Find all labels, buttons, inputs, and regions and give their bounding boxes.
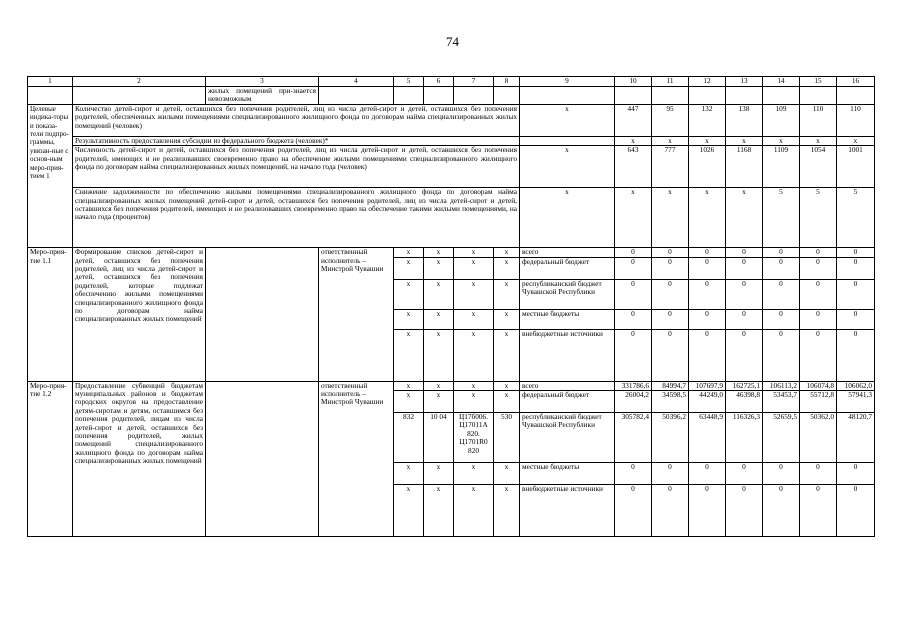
funding-value: 0 bbox=[800, 279, 837, 309]
budget-code: x bbox=[454, 329, 494, 381]
funding-value: 0 bbox=[652, 309, 689, 329]
budget-code: x bbox=[494, 257, 520, 279]
target-value: x bbox=[652, 136, 689, 145]
funding-value: 0 bbox=[689, 485, 726, 537]
funding-value: 0 bbox=[615, 279, 652, 309]
target-value: 5 bbox=[800, 188, 837, 248]
funding-value: 0 bbox=[763, 485, 800, 537]
funding-value: 0 bbox=[837, 309, 875, 329]
target-value: x bbox=[615, 136, 652, 145]
budget-code: x bbox=[454, 248, 494, 257]
funding-value: 0 bbox=[652, 485, 689, 537]
funding-value: 0 bbox=[615, 309, 652, 329]
funding-value: 0 bbox=[763, 463, 800, 485]
budget-code: x bbox=[494, 248, 520, 257]
funding-value: 52659,5 bbox=[763, 413, 800, 463]
measure-responsible: ответственный исполнитель – Минстрой Чувашии bbox=[319, 381, 394, 536]
budget-code: x bbox=[454, 257, 494, 279]
funding-value: 0 bbox=[837, 279, 875, 309]
funding-value: 0 bbox=[837, 257, 875, 279]
col-num: 8 bbox=[494, 77, 520, 87]
target-value: x bbox=[652, 188, 689, 248]
funding-value: 0 bbox=[837, 463, 875, 485]
target-value: 777 bbox=[652, 146, 689, 188]
col-num: 10 bbox=[615, 77, 652, 87]
funding-value: 0 bbox=[800, 309, 837, 329]
target-value: x bbox=[800, 136, 837, 145]
budget-code: x bbox=[424, 391, 454, 413]
budget-code: x bbox=[494, 381, 520, 390]
funding-value: 0 bbox=[689, 257, 726, 279]
measure-responsible: ответственный исполнитель – Минстрой Чувашии bbox=[319, 248, 394, 381]
budget-code: x bbox=[394, 309, 424, 329]
funding-value: 331786,6 bbox=[615, 381, 652, 390]
target-row bbox=[28, 146, 875, 188]
funding-value: 0 bbox=[652, 463, 689, 485]
funding-source: всего bbox=[520, 381, 615, 390]
funding-value: 53453,7 bbox=[763, 391, 800, 413]
funding-value: 107697,9 bbox=[689, 381, 726, 390]
funding-value: 0 bbox=[763, 248, 800, 257]
budget-code: 10 04 bbox=[424, 413, 454, 463]
target-row bbox=[28, 188, 875, 248]
funding-source: местные бюджеты bbox=[520, 463, 615, 485]
funding-value: 0 bbox=[837, 485, 875, 537]
target-value: 110 bbox=[837, 104, 875, 136]
budget-code: x bbox=[424, 463, 454, 485]
target-mark: x bbox=[520, 146, 615, 188]
funding-source: федеральный бюджет bbox=[520, 391, 615, 413]
funding-value: 0 bbox=[763, 309, 800, 329]
col-num: 4 bbox=[319, 77, 394, 87]
budget-code: x bbox=[424, 257, 454, 279]
budget-code: x bbox=[454, 485, 494, 537]
target-value: 109 bbox=[763, 104, 800, 136]
budget-code: x bbox=[424, 248, 454, 257]
target-value: x bbox=[837, 136, 875, 145]
funding-value: 0 bbox=[800, 248, 837, 257]
funding-value: 0 bbox=[800, 257, 837, 279]
target-value: 1001 bbox=[837, 146, 875, 188]
budget-code: x bbox=[394, 329, 424, 381]
target-text: Снижение задолженности по обеспечению жилыми помещениями специализированного жилищного фонда по договорам найма специализированных жилых помещений детей-сирот и детей, оставшихся без попечения родителей, лиц из числа детей-сирот и детей, оставшихся без попечения родителей, имеющих и не реализовавших своевременно право на обеспечение такими жилыми помещениями, на начало года (процентов) bbox=[73, 188, 520, 248]
funding-source: всего bbox=[520, 248, 615, 257]
col-num: 3 bbox=[206, 77, 319, 87]
measure-description: Формирование списков детей-сирот и детей, оставшихся без попечения родителей, лиц из числа детей-сирот и детей, оставшихся без попечения родителей, которые подлежат обеспечению жилыми помещениями специализированного жилищного фонда по договорам найма специализированных жилых помещений bbox=[73, 248, 206, 381]
budget-code: x bbox=[454, 309, 494, 329]
page-number: 74 bbox=[446, 34, 459, 49]
funding-value: 0 bbox=[615, 329, 652, 381]
col-num: 11 bbox=[652, 77, 689, 87]
funding-value: 0 bbox=[763, 329, 800, 381]
funding-value: 0 bbox=[800, 463, 837, 485]
budget-code: x bbox=[494, 485, 520, 537]
budget-code: x bbox=[494, 391, 520, 413]
target-value: 1109 bbox=[763, 146, 800, 188]
budget-code: x bbox=[394, 279, 424, 309]
target-text: Количество детей-сирот и детей, оставшихся без попечения родителей, лиц из числа детей-сирот и детей, оставшихся без попечения родителей, обеспеченных жилыми помещениями специализированного жилищного фонда по договорам найма специализированных жилых помещений (человек) bbox=[73, 104, 520, 136]
funding-value: 162725,1 bbox=[726, 381, 763, 390]
target-value: 447 bbox=[615, 104, 652, 136]
budget-code: x bbox=[494, 279, 520, 309]
funding-value: 106062,0 bbox=[837, 381, 875, 390]
target-row bbox=[28, 136, 875, 145]
funding-source: внебюджетные источники bbox=[520, 329, 615, 381]
budget-code: x bbox=[394, 485, 424, 537]
funding-value: 46398,8 bbox=[726, 391, 763, 413]
target-value: 1054 bbox=[800, 146, 837, 188]
funding-value: 0 bbox=[615, 248, 652, 257]
funding-value: 0 bbox=[726, 485, 763, 537]
col-num: 13 bbox=[726, 77, 763, 87]
funding-value: 305782,4 bbox=[615, 413, 652, 463]
funding-value: 106074,8 bbox=[800, 381, 837, 390]
budget-code: 832 bbox=[394, 413, 424, 463]
measure-label: Меро-прия-тие 1.1 bbox=[28, 248, 73, 381]
budget-code: x bbox=[454, 391, 494, 413]
budget-code: x bbox=[394, 248, 424, 257]
target-value: 95 bbox=[652, 104, 689, 136]
budget-code: x bbox=[424, 485, 454, 537]
budget-code: x bbox=[394, 391, 424, 413]
budget-code: x bbox=[494, 329, 520, 381]
target-value: x bbox=[615, 188, 652, 248]
funding-source: республиканский бюджет Чувашской Республики bbox=[520, 279, 615, 309]
col-num: 5 bbox=[394, 77, 424, 87]
budget-code: x bbox=[454, 381, 494, 390]
funding-value: 0 bbox=[726, 257, 763, 279]
budget-code: x bbox=[454, 279, 494, 309]
funding-value: 57941,3 bbox=[837, 391, 875, 413]
target-value: x bbox=[726, 188, 763, 248]
budget-code: x bbox=[394, 463, 424, 485]
col-num: 16 bbox=[837, 77, 875, 87]
program-table bbox=[27, 76, 875, 537]
target-value: x bbox=[726, 136, 763, 145]
continuation-row bbox=[28, 87, 875, 105]
funding-value: 44249,0 bbox=[689, 391, 726, 413]
continuation-text: жилых помещений при-знается невозможным bbox=[206, 87, 319, 105]
target-mark: x bbox=[520, 104, 615, 136]
funding-value: 0 bbox=[689, 463, 726, 485]
funding-value: 0 bbox=[800, 329, 837, 381]
funding-value: 55712,8 bbox=[800, 391, 837, 413]
funding-value: 0 bbox=[615, 485, 652, 537]
funding-row bbox=[28, 248, 875, 257]
col-num: 7 bbox=[454, 77, 494, 87]
col-num: 1 bbox=[28, 77, 73, 87]
funding-value: 26004,2 bbox=[615, 391, 652, 413]
budget-code: x bbox=[494, 463, 520, 485]
funding-value: 0 bbox=[726, 279, 763, 309]
col-num: 9 bbox=[520, 77, 615, 87]
col-num: 15 bbox=[800, 77, 837, 87]
targets-label: Целевые индика-торы и показа-тели подпро-граммы, увязан-ные с основ-ным меро-прия-тием 1 bbox=[28, 104, 73, 247]
funding-value: 34598,5 bbox=[652, 391, 689, 413]
funding-value: 106113,2 bbox=[763, 381, 800, 390]
funding-value: 0 bbox=[800, 485, 837, 537]
target-text: Численность детей-сирот и детей, оставшихся без попечения родителей, лиц из числа детей-сирот и детей, оставшихся без попечения родителей, имеющих и не реализовавших своевременно право на обеспечение жилыми помещениями специализированного жилищного фонда по договорам найма специализированных жилых помещений, на начало года (человек) bbox=[73, 146, 520, 188]
funding-value: 0 bbox=[726, 309, 763, 329]
funding-source: местные бюджеты bbox=[520, 309, 615, 329]
target-row bbox=[28, 104, 875, 136]
funding-value: 0 bbox=[763, 257, 800, 279]
budget-code: x bbox=[394, 381, 424, 390]
funding-value: 116326,3 bbox=[726, 413, 763, 463]
funding-value: 0 bbox=[689, 309, 726, 329]
funding-source: федеральный бюджет bbox=[520, 257, 615, 279]
budget-code: x bbox=[424, 329, 454, 381]
funding-source: республиканский бюджет Чувашской Республики bbox=[520, 413, 615, 463]
funding-row bbox=[28, 381, 875, 390]
funding-source: внебюджетные источники bbox=[520, 485, 615, 537]
funding-value: 0 bbox=[652, 248, 689, 257]
target-mark: x bbox=[520, 188, 615, 248]
funding-value: 0 bbox=[726, 329, 763, 381]
col-num: 6 bbox=[424, 77, 454, 87]
funding-value: 0 bbox=[837, 329, 875, 381]
budget-code: x bbox=[494, 309, 520, 329]
funding-value: 0 bbox=[689, 329, 726, 381]
target-value: 132 bbox=[689, 104, 726, 136]
col-num: 12 bbox=[689, 77, 726, 87]
budget-code: x bbox=[454, 463, 494, 485]
target-value: 110 bbox=[800, 104, 837, 136]
budget-code: x bbox=[394, 257, 424, 279]
target-value: x bbox=[689, 136, 726, 145]
target-value: 5 bbox=[837, 188, 875, 248]
funding-value: 0 bbox=[726, 463, 763, 485]
funding-value: 0 bbox=[652, 329, 689, 381]
budget-code: x bbox=[424, 279, 454, 309]
funding-value: 84994,7 bbox=[652, 381, 689, 390]
funding-value: 48120,7 bbox=[837, 413, 875, 463]
funding-value: 50362,0 bbox=[800, 413, 837, 463]
target-value: 643 bbox=[615, 146, 652, 188]
funding-value: 0 bbox=[615, 257, 652, 279]
target-value: x bbox=[763, 136, 800, 145]
budget-code: x bbox=[424, 309, 454, 329]
funding-value: 0 bbox=[652, 257, 689, 279]
measure-description: Предоставление субвенций бюджетам муниципальных районов и бюджетам городских округов на предоставление детям-сиротам и детям, оставшимся без попечения родителей, лицам из числа детей-сирот и детей, оставшихся без попечения родителей, жилых помещений специализированного жилищного фонда по договорам найма специализированных жилых помещений bbox=[73, 381, 206, 536]
target-value: x bbox=[689, 188, 726, 248]
funding-value: 0 bbox=[837, 248, 875, 257]
funding-value: 0 bbox=[652, 279, 689, 309]
funding-value: 0 bbox=[689, 248, 726, 257]
budget-code: x bbox=[424, 381, 454, 390]
target-value: 1026 bbox=[689, 146, 726, 188]
budget-code: Ц17б006. Ц17011А 820. Ц1701R0 820 bbox=[454, 413, 494, 463]
funding-value: 0 bbox=[689, 279, 726, 309]
target-value: 1168 bbox=[726, 146, 763, 188]
budget-code: 530 bbox=[494, 413, 520, 463]
funding-value: 0 bbox=[763, 279, 800, 309]
target-value: 5 bbox=[763, 188, 800, 248]
col-num: 14 bbox=[763, 77, 800, 87]
target-text: Результативность предоставления субсидии из федерального бюджета (человек)* bbox=[73, 136, 520, 145]
funding-value: 0 bbox=[615, 463, 652, 485]
target-value: 138 bbox=[726, 104, 763, 136]
target-mark bbox=[520, 136, 615, 145]
measure-label: Меро-прия-тие 1.2 bbox=[28, 381, 73, 536]
funding-value: 63448,9 bbox=[689, 413, 726, 463]
column-number-row bbox=[28, 77, 875, 87]
funding-value: 50396,2 bbox=[652, 413, 689, 463]
col-num: 2 bbox=[73, 77, 206, 87]
funding-value: 0 bbox=[726, 248, 763, 257]
